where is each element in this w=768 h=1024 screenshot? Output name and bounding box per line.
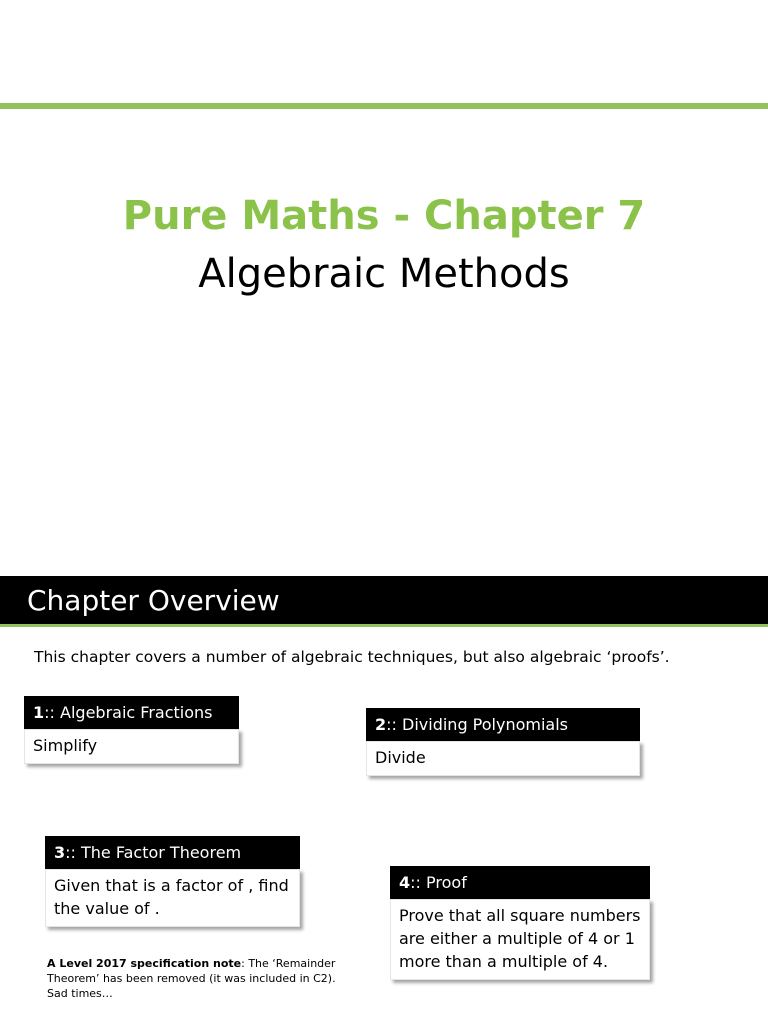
topic-card-algebraic-fractions [24, 696, 239, 764]
topic-card-proof [390, 866, 650, 980]
specification-note [47, 956, 337, 1001]
card-number: 2 [375, 715, 387, 734]
card-body: Given that is a factor of , find the value of . [45, 869, 300, 927]
topic-card-dividing-polynomials [366, 708, 640, 776]
slide-subtitle: Algebraic Methods [198, 251, 570, 297]
card-separator: :: [410, 873, 427, 892]
card-header [45, 836, 300, 869]
card-body: Simplify [24, 729, 239, 764]
card-separator: :: [65, 843, 82, 862]
spec-note-text: : The ‘Remainder Theorem’ has been removed (it was included in C2). Sad times… [47, 957, 336, 1000]
spec-note-label: A Level 2017 specification note [47, 957, 242, 970]
intro-text: This chapter covers a number of algebraic techniques, but also algebraic ‘proofs’. [34, 648, 670, 666]
card-separator: :: [386, 715, 403, 734]
card-body: Divide [366, 741, 640, 776]
card-title: The Factor Theorem [81, 843, 242, 862]
card-header [366, 708, 640, 741]
overview-slide [0, 576, 768, 1024]
topic-card-factor-theorem [45, 836, 300, 927]
card-title: Dividing Polynomials [402, 715, 569, 734]
slide-title: Pure Maths - Chapter 7 [122, 193, 646, 239]
card-title: Algebraic Fractions [60, 703, 213, 722]
accent-rule [0, 103, 768, 109]
card-number: 3 [54, 843, 66, 862]
card-number: 1 [33, 703, 45, 722]
heading-rule [0, 624, 768, 627]
heading-bar [0, 576, 768, 624]
card-header [390, 866, 650, 899]
card-header [24, 696, 239, 729]
card-number: 4 [399, 873, 411, 892]
card-body: Prove that all square numbers are either a multiple of 4 or 1 more than a multiple of 4. [390, 899, 650, 980]
card-title: Proof [426, 873, 467, 892]
card-separator: :: [44, 703, 61, 722]
overview-heading: Chapter Overview [27, 584, 280, 617]
